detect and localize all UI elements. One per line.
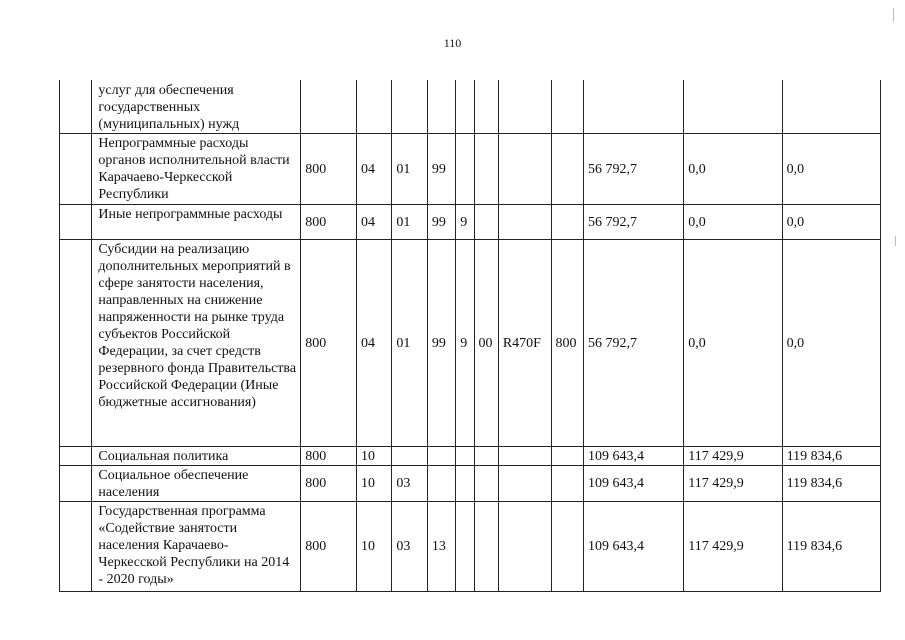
target-code-2-cell bbox=[456, 447, 474, 466]
section-cell: 04 bbox=[356, 134, 391, 205]
target-code-4-cell bbox=[498, 205, 551, 240]
dept-code-cell: 800 bbox=[301, 134, 357, 205]
item-name-cell: Государственная программа «Содействие занятости населения Карачаево-Черкесской Республики на 2014 - 2020 годы» bbox=[92, 502, 301, 592]
subsection-cell: 01 bbox=[392, 240, 427, 447]
dept-code-cell bbox=[301, 80, 357, 134]
table-row bbox=[60, 466, 881, 502]
target-code-1-cell: 99 bbox=[427, 205, 455, 240]
item-name-cell: услуг для обеспечения государственных (муниципальных) нужд bbox=[92, 80, 301, 134]
amount-year-3-cell: 119 834,6 bbox=[782, 447, 880, 466]
table-row bbox=[60, 205, 881, 240]
item-name-cell: Социальная политика bbox=[92, 447, 301, 466]
subsection-cell: 03 bbox=[392, 466, 427, 502]
expense-type-cell bbox=[551, 205, 583, 240]
subsection-cell bbox=[392, 80, 427, 134]
section-cell: 04 bbox=[356, 205, 391, 240]
target-code-2-cell bbox=[456, 466, 474, 502]
table-row bbox=[60, 240, 881, 447]
target-code-1-cell bbox=[427, 80, 455, 134]
section-cell: 10 bbox=[356, 466, 391, 502]
budget-table-body bbox=[60, 80, 881, 592]
dept-code-cell: 800 bbox=[301, 447, 357, 466]
amount-year-3-cell: 119 834,6 bbox=[782, 502, 880, 592]
amount-year-2-cell: 117 429,9 bbox=[684, 502, 782, 592]
target-code-2-cell bbox=[456, 502, 474, 592]
amount-year-2-cell bbox=[684, 80, 782, 134]
target-code-3-cell bbox=[474, 447, 498, 466]
amount-year-1-cell: 56 792,7 bbox=[583, 205, 683, 240]
dept-code-cell: 800 bbox=[301, 240, 357, 447]
amount-year-3-cell bbox=[782, 80, 880, 134]
expense-type-cell: 800 bbox=[551, 240, 583, 447]
target-code-1-cell bbox=[427, 447, 455, 466]
amount-year-3-cell: 0,0 bbox=[782, 134, 880, 205]
target-code-2-cell bbox=[456, 134, 474, 205]
amount-year-2-cell: 117 429,9 bbox=[684, 447, 782, 466]
item-name-cell: Непрограммные расходы органов исполнительной власти Карачаево-Черкесской Республики bbox=[92, 134, 301, 205]
target-code-3-cell: 00 bbox=[474, 240, 498, 447]
target-code-2-cell: 9 bbox=[456, 205, 474, 240]
target-code-3-cell bbox=[474, 134, 498, 205]
target-code-2-cell bbox=[456, 80, 474, 134]
target-code-1-cell: 99 bbox=[427, 240, 455, 447]
amount-year-3-cell: 0,0 bbox=[782, 205, 880, 240]
target-code-4-cell bbox=[498, 502, 551, 592]
target-code-4-cell: R470F bbox=[498, 240, 551, 447]
table-row bbox=[60, 134, 881, 205]
item-name-cell: Субсидии на реализацию дополнительных мероприятий в сфере занятости населения, направленных на снижение напряженности на рынке труда субъектов Российской Федерации, за счет средств резервного фонда Правительства Российской Федерации (Иные бюджетные ассигнования) bbox=[92, 240, 301, 447]
amount-year-2-cell: 0,0 bbox=[684, 205, 782, 240]
scan-mark bbox=[895, 236, 896, 246]
target-code-4-cell bbox=[498, 134, 551, 205]
section-cell: 10 bbox=[356, 447, 391, 466]
subsection-cell: 03 bbox=[392, 502, 427, 592]
amount-year-3-cell: 119 834,6 bbox=[782, 466, 880, 502]
target-code-1-cell: 13 bbox=[427, 502, 455, 592]
item-name-cell: Социальное обеспечение населения bbox=[92, 466, 301, 502]
amount-year-1-cell: 109 643,4 bbox=[583, 502, 683, 592]
target-code-1-cell: 99 bbox=[427, 134, 455, 205]
amount-year-2-cell: 0,0 bbox=[684, 134, 782, 205]
amount-year-1-cell: 109 643,4 bbox=[583, 466, 683, 502]
subsection-cell: 01 bbox=[392, 134, 427, 205]
amount-year-1-cell: 56 792,7 bbox=[583, 240, 683, 447]
table-row bbox=[60, 502, 881, 592]
section-cell: 04 bbox=[356, 240, 391, 447]
target-code-2-cell: 9 bbox=[456, 240, 474, 447]
amount-year-2-cell: 0,0 bbox=[684, 240, 782, 447]
item-name-cell: Иные непрограммные расходы bbox=[92, 205, 301, 240]
dept-code-cell: 800 bbox=[301, 502, 357, 592]
budget-table bbox=[59, 80, 881, 592]
amount-year-3-cell: 0,0 bbox=[782, 240, 880, 447]
expense-type-cell bbox=[551, 466, 583, 502]
expense-type-cell bbox=[551, 447, 583, 466]
target-code-3-cell bbox=[474, 502, 498, 592]
expense-type-cell bbox=[551, 134, 583, 205]
row-number-cell bbox=[60, 447, 92, 466]
target-code-3-cell bbox=[474, 205, 498, 240]
scan-mark bbox=[893, 8, 894, 22]
amount-year-2-cell: 117 429,9 bbox=[684, 466, 782, 502]
target-code-4-cell bbox=[498, 466, 551, 502]
subsection-cell bbox=[392, 447, 427, 466]
amount-year-1-cell bbox=[583, 80, 683, 134]
row-number-cell bbox=[60, 466, 92, 502]
target-code-1-cell bbox=[427, 466, 455, 502]
row-number-cell bbox=[60, 134, 92, 205]
expense-type-cell bbox=[551, 502, 583, 592]
amount-year-1-cell: 109 643,4 bbox=[583, 447, 683, 466]
section-cell: 10 bbox=[356, 502, 391, 592]
target-code-3-cell bbox=[474, 80, 498, 134]
page-number: 110 bbox=[443, 36, 462, 50]
section-cell bbox=[356, 80, 391, 134]
row-number-cell bbox=[60, 205, 92, 240]
subsection-cell: 01 bbox=[392, 205, 427, 240]
row-number-cell bbox=[60, 502, 92, 592]
row-number-cell bbox=[60, 80, 92, 134]
target-code-4-cell bbox=[498, 447, 551, 466]
dept-code-cell: 800 bbox=[301, 466, 357, 502]
table-row bbox=[60, 80, 881, 134]
row-number-cell bbox=[60, 240, 92, 447]
amount-year-1-cell: 56 792,7 bbox=[583, 134, 683, 205]
dept-code-cell: 800 bbox=[301, 205, 357, 240]
table-row bbox=[60, 447, 881, 466]
expense-type-cell bbox=[551, 80, 583, 134]
target-code-4-cell bbox=[498, 80, 551, 134]
target-code-3-cell bbox=[474, 466, 498, 502]
